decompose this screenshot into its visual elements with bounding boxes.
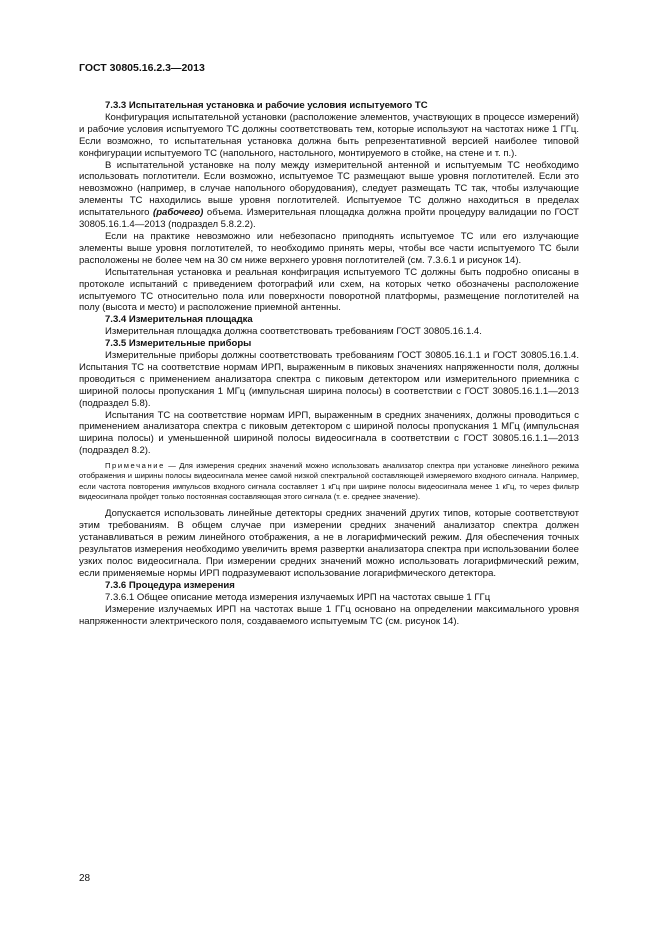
note (79, 461, 579, 502)
section-heading-7-3-3: 7.3.3 Испытательная установка и рабочие условия испытуемого ТС (105, 100, 428, 111)
note-label: Примечание (105, 461, 165, 471)
paragraph: 7.3.6.1 Общее описание метода измерения излучаемых ИРП на частотах свыше 1 ГГц (105, 591, 491, 603)
paragraph: Испытательная установка и реальная конфиграция испытуемого ТС должны быть подробно описаны в протоколе испытаний с приведением фотографий или схем, на которых четко обозначены расположение испытуемого ТС относительно пола или поверхности поворотной платформы, размещение поглотителей на полу (высота и место) и расположение приемной антенны. (79, 266, 579, 314)
paragraph: Если на практике невозможно или небезопасно приподнять испытуемое ТС или его излучающие элементы выше уровня поглотителей, то необходимо принять меры, чтобы все части испытуемого ТС были расположены не более чем на 30 см ниже верхнего уровня поглотителей (см. 7.3.6.1 и рисунок 14). (79, 230, 579, 266)
paragraph: Испытания ТС на соответствие нормам ИРП, выраженным в средних значениях, должны проводиться с применением анализатора спектра с пиковым детектором с шириной полосы пропускания 1 МГц (импульсная ширина полосы) и уменьшенной шириной полосы видеосигнала в соответствии с ГОСТ 30805.16.1.1—2013 (подраздел 8.2). (79, 409, 579, 457)
standard-header: ГОСТ 30805.16.2.3—2013 (79, 62, 205, 74)
paragraph-text: объема. Измерительная площадка должна пройти процедуру валидации по ГОСТ 30805.16.1.4—2013 (подраздел 5.8.2.2). (79, 207, 580, 231)
paragraph: Конфигурация испытательной установки (расположение элементов, участвующих в процессе измерений) и рабочие условия испытуемого ТС должны соответствовать тем, которые используют на частотах ниже 1 ГГц. Если возможно, то испытательная установка должна быть репрезентативной версией наиболее типовой конфигурации испытуемого ТС (напольного, настольного, монтируемого в стойке, на стене и т. п.). (79, 111, 579, 159)
page-number: 28 (79, 873, 91, 884)
paragraph: Измерительные приборы должны соответствовать требованиям ГОСТ 30805.16.1.1 и ГОСТ 30805.16.1.4. Испытания ТС на соответствие нормам ИРП, выраженным в пиковых значениях напряженности поля, должны проводиться с применением анализатора спектра с пиковым детектором или измерительного приемника с шириной полосы пропускания 1 МГц (импульсная ширина полосы) в соответствии с ГОСТ 30805.16.1.1—2013 (подраздел 5.8). (79, 350, 579, 409)
note-text: — Для измерения средних значений можно использовать анализатор спектра при установке линейного режима отображения и ширины полосы видеосигнала менее самой низкой спектральной составляющей измеряемого входного сигнала. Например, если частота повторения импульсов входного сигнала составляет 1 кГц при ширине полосы видеосигнала менее 1 кГц, то через фильтр видеосигнала пройдет только постоянная составляющая этого сигнала (т. е. среднее значение). (79, 461, 579, 502)
paragraph: Измерение излучаемых ИРП на частотах выше 1 ГГц основано на определении максимального уровня напряженности электрического поля, создаваемого испытуемым ТС (см. рисунок 14). (79, 603, 579, 627)
section-heading-7-3-6: 7.3.6 Процедура измерения (105, 579, 235, 591)
document-body (79, 92, 579, 627)
section-heading-7-3-5: 7.3.5 Измерительные приборы (105, 338, 252, 350)
paragraph: Измерительная площадка должна соответствовать требованиям ГОСТ 30805.16.1.4. (105, 326, 482, 338)
section-heading-7-3-4: 7.3.4 Измерительная площадка (105, 314, 253, 326)
paragraph-text: В испытательной установке на полу между измерительной антенной и испытуемым ТС необходимо использовать поглотители. Если возможно, испытуемое ТС размещают выше уровня поглотителей. Если это невозможно (например, в случае напольного оборудования), следует размещать ТС так, чтобы излучающие элементы ТС находились выше уровня поглотителей. Испытуемое ТС должно находиться в пределах испытательного (79, 159, 579, 219)
emphasis-text: (рабочего) (153, 207, 204, 219)
paragraph (79, 160, 579, 231)
paragraph: Допускается использовать линейные детекторы средних значений других типов, которые соответствуют этим требованиям. В общем случае при измерении средних значений анализатор спектра должен устанавливаться в режим линейного отображения, а не в логарифмический режим. Для обеспечения точных результатов измерения необходимо увеличить время развертки анализатора спектра при использовании более узких полос видеосигнала. При измерении средних значений можно использовать логарифмический режим, если применяемые нормы ИРП подразумевают использование логарифмического детектора. (79, 508, 579, 579)
